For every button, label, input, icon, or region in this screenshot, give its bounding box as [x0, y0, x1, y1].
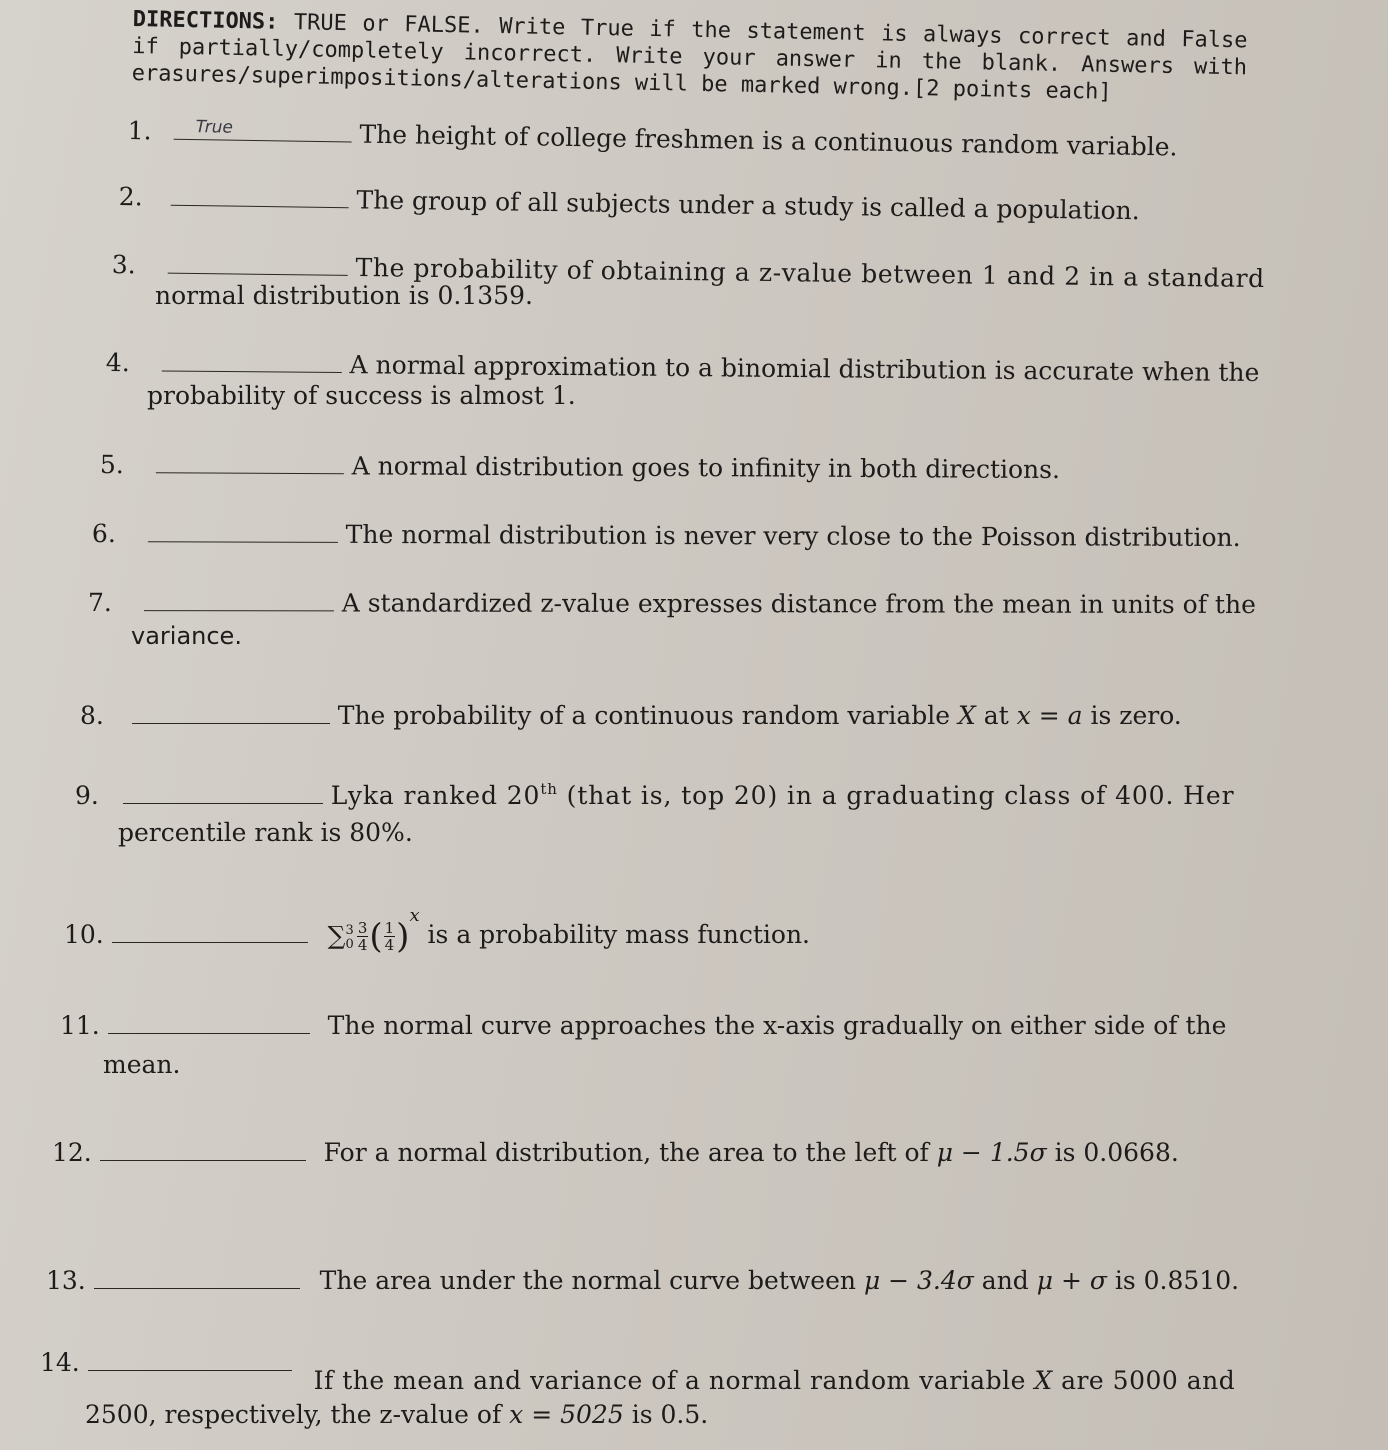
question-11 [60, 1011, 1226, 1040]
statement: The normal curve approaches the x-axis gradually on either side of the [327, 1011, 1227, 1040]
question-number: 12. [52, 1138, 92, 1167]
question-number: 2. [118, 182, 143, 212]
superscript-th: th [540, 780, 558, 798]
question-2 [119, 182, 1140, 225]
question-5 [100, 450, 1060, 484]
question-9 [75, 780, 1234, 810]
answer-blank-5[interactable] [156, 450, 344, 474]
answer-blank-13[interactable] [94, 1266, 300, 1289]
variable-x: X [1034, 1366, 1053, 1395]
question-12 [52, 1138, 1179, 1167]
answer-blank-2[interactable] [170, 183, 348, 208]
answer-blank-8[interactable] [132, 701, 330, 724]
handwritten-answer: True [195, 117, 234, 138]
question-number: 3. [111, 250, 136, 280]
equation-lower: μ − 3.4σ [863, 1266, 974, 1295]
question-13 [46, 1266, 1239, 1295]
question-number: 4. [105, 348, 130, 378]
statement: The height of college freshmen is a continuous random variable. [359, 119, 1178, 162]
question-9-continuation: percentile rank is 80%. [118, 818, 413, 847]
statement: The normal distribution is never very close to the Poisson distribution. [345, 519, 1241, 553]
fraction-three-quarters: $\frac{3}{4}$ [357, 919, 368, 954]
question-10 [64, 905, 810, 957]
statement: A standardized z-value expresses distance from the mean in units of the [341, 588, 1256, 620]
sigma-symbol: ∑ [327, 921, 346, 951]
statement: The probability of a continuous random variable X at x = a is zero. [337, 701, 1182, 730]
equation-upper: μ + σ [1036, 1266, 1107, 1295]
fraction-one-quarter: $\frac{1}{4}$ [384, 919, 395, 954]
question-number: 1. [127, 116, 152, 146]
answer-blank-14[interactable] [88, 1348, 292, 1371]
question-1 [128, 116, 1178, 161]
question-number: 10. [64, 920, 104, 949]
statement: The area under the normal curve between μ − 3.4σ and μ + σ is 0.8510. [319, 1266, 1240, 1295]
statement: The probability of obtaining a z-value between 1 and 2 in a standard [355, 252, 1265, 294]
statement: Lyka ranked 20th (that is, top 20) in a graduating class of 400. Her [330, 780, 1235, 810]
equation: μ − 1.5σ [936, 1138, 1047, 1167]
answer-blank-3[interactable] [168, 251, 348, 276]
question-number: 9. [75, 781, 99, 810]
statement: A normal approximation to a binomial distribution is accurate when the [349, 350, 1260, 388]
statement: A normal distribution goes to infinity in both directions. [351, 451, 1061, 485]
question-number: 13. [46, 1266, 86, 1295]
directions-label: DIRECTIONS: [132, 6, 279, 35]
question-number: 6. [91, 519, 116, 549]
answer-blank-6[interactable] [148, 519, 338, 543]
question-number: 11. [60, 1011, 100, 1040]
directions-text: TRUE or FALSE. Write True if the statement is always correct and False if partially/completely incorrect. Write your answer in the blank. Answers with erasures/superimpositions/alterations will be marked wrong.[2 points each] [131, 9, 1248, 105]
question-number: 7. [87, 588, 112, 618]
question-number: 5. [99, 450, 124, 480]
answer-blank-1[interactable] [173, 117, 351, 143]
statement: For a normal distribution, the area to the left of μ − 1.5σ is 0.0668. [323, 1138, 1179, 1167]
question-7 [88, 588, 1256, 619]
question-number: 14. [40, 1348, 80, 1377]
statement: ∑ 3 0 $\frac{3}{4}$ ( $\frac{1}{4}$ )$^x$ is a probability mass function. [327, 905, 810, 957]
summation [328, 921, 354, 952]
sum-upper: 3 [345, 922, 354, 938]
question-14 [40, 1348, 1236, 1395]
exponent: x [409, 905, 420, 926]
question-7-continuation: variance. [131, 622, 242, 650]
question-4-continuation: probability of success is almost 1. [147, 381, 576, 410]
question-11-continuation: mean. [103, 1050, 181, 1079]
statement: The group of all subjects under a study is called a population. [356, 185, 1140, 226]
equation: x = a [1016, 701, 1083, 730]
sum-lower: 0 [345, 936, 354, 952]
answer-blank-9[interactable] [123, 781, 323, 804]
question-6 [92, 519, 1241, 552]
variable-x: X [958, 701, 976, 730]
answer-blank-11[interactable] [108, 1011, 310, 1034]
question-8 [80, 701, 1182, 730]
answer-blank-10[interactable] [112, 920, 308, 943]
question-number: 8. [80, 701, 104, 730]
question-3-continuation: normal distribution is 0.1359. [155, 281, 533, 310]
directions [131, 6, 1247, 108]
answer-blank-12[interactable] [100, 1138, 306, 1161]
statement: If the mean and variance of a normal random variable X are 5000 and [313, 1366, 1236, 1395]
answer-blank-7[interactable] [144, 588, 334, 611]
equation: x = 5025 [509, 1400, 624, 1429]
question-14-continuation: 2500, respectively, the z-value of x = 5025 is 0.5. [85, 1400, 709, 1429]
answer-blank-4[interactable] [162, 348, 342, 373]
